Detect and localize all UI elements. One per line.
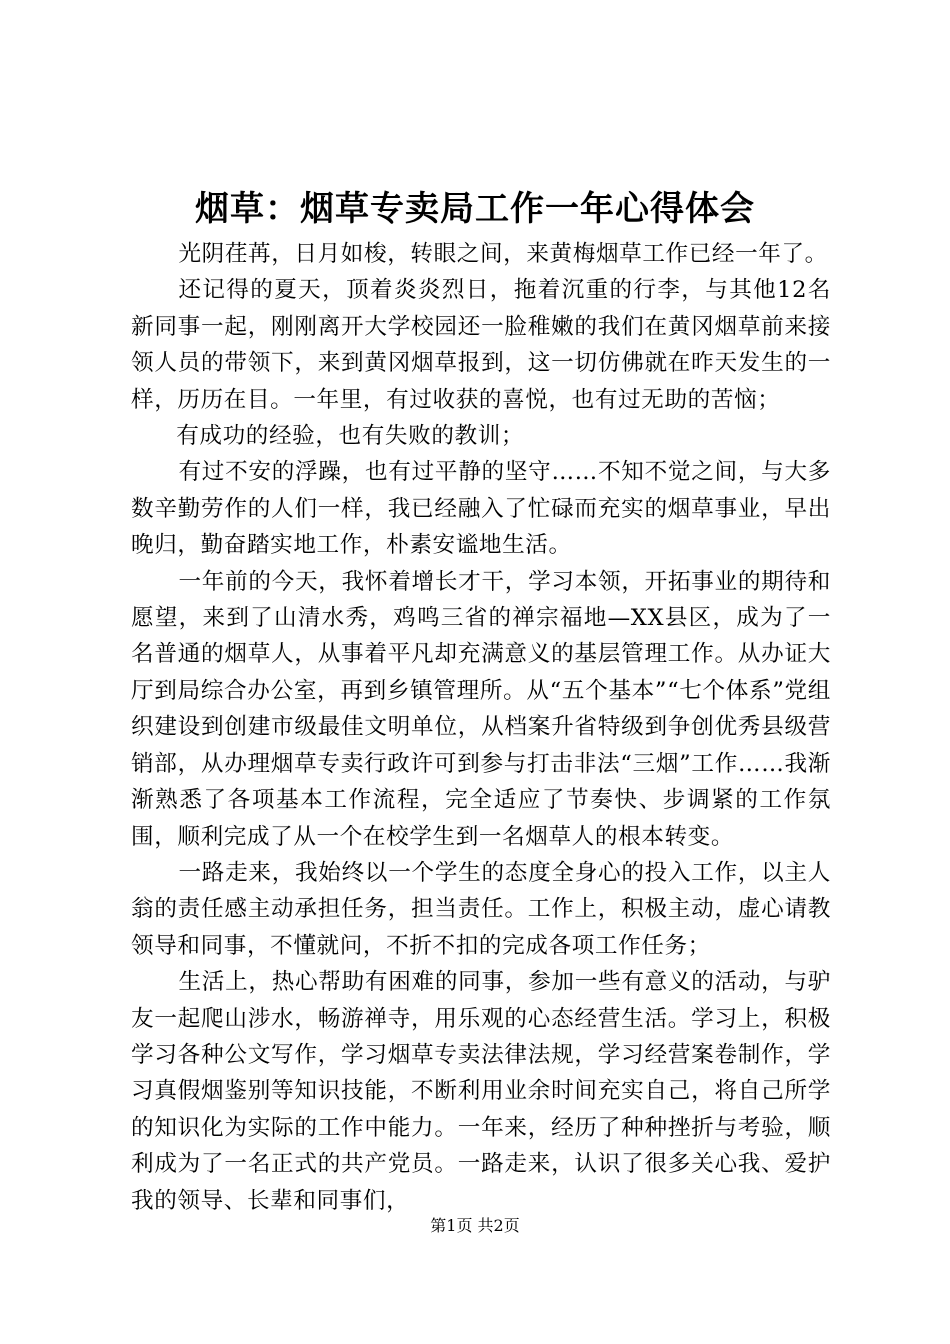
paragraph: 有过不安的浮躁，也有过平静的坚守……不知不觉之间，与大多数辛勤劳作的人们一样，我已经融入了忙碌而充实的烟草事业，早出晚归，勤奋踏实地工作，朴素安谧地生活。	[131, 459, 831, 559]
paragraph: 一路走来，我始终以一个学生的态度全身心的投入工作，以主人翁的责任感主动承担任务，担当责任。工作上，积极主动，虚心请教领导和同事，不懂就问，不折不扣的完成各项工作任务；	[131, 859, 831, 959]
document-title: 烟草：烟草专卖局工作一年心得体会	[195, 189, 755, 229]
page-number-footer: 第1页 共2页	[430, 1216, 520, 1235]
paragraph: 一年前的今天，我怀着增长才干，学习本领，开拓事业的期待和愿望，来到了山清水秀，鸡鸣三省的禅宗福地—XX县区，成为了一名普通的烟草人，从事着平凡却充满意义的基层管理工作。从办证大厅到局综合办公室，再到乡镇管理所。从“五个基本”“七个体系”党组织建设到创建市级最佳文明单位，从档案升省特级到争创优秀县级营销部，从办理烟草专卖行政许可到参与打击非法“三烟”工作……我渐渐熟悉了各项基本工作流程，完全适应了节奏快、步调紧的工作氛围，顺利完成了从一个在校学生到一名烟草人的根本转变。	[131, 568, 831, 850]
paragraph: 生活上，热心帮助有困难的同事，参加一些有意义的活动，与驴友一起爬山涉水，畅游禅寺，用乐观的心态经营生活。学习上，积极学习各种公文写作，学习烟草专卖法律法规，学习经营案卷制作，学习真假烟鉴别等知识技能，不断利用业余时间充实自己，将自己所学的知识化为实际的工作中能力。一年来，经历了种种挫折与考验，顺利成为了一名正式的共产党员。一路走来，认识了很多关心我、爱护我的领导、长辈和同事们，	[131, 969, 831, 1214]
paragraph: 光阴荏苒，日月如梭，转眼之间，来黄梅烟草工作已经一年了。	[178, 241, 828, 267]
document-body	[131, 236, 831, 1219]
paragraph: 有成功的经验，也有失败的教训；	[176, 423, 525, 450]
paragraph: 还记得的夏天，顶着炎炎烈日，拖着沉重的行李，与其他12名新同事一起，刚刚离开大学校园还一脸稚嫩的我们在黄冈烟草前来接领人员的带领下，来到黄冈烟草报到，这一切仿佛就在昨天发生的一样，历历在目。一年里，有过收获的喜悦，也有过无助的苦恼；	[131, 277, 831, 413]
